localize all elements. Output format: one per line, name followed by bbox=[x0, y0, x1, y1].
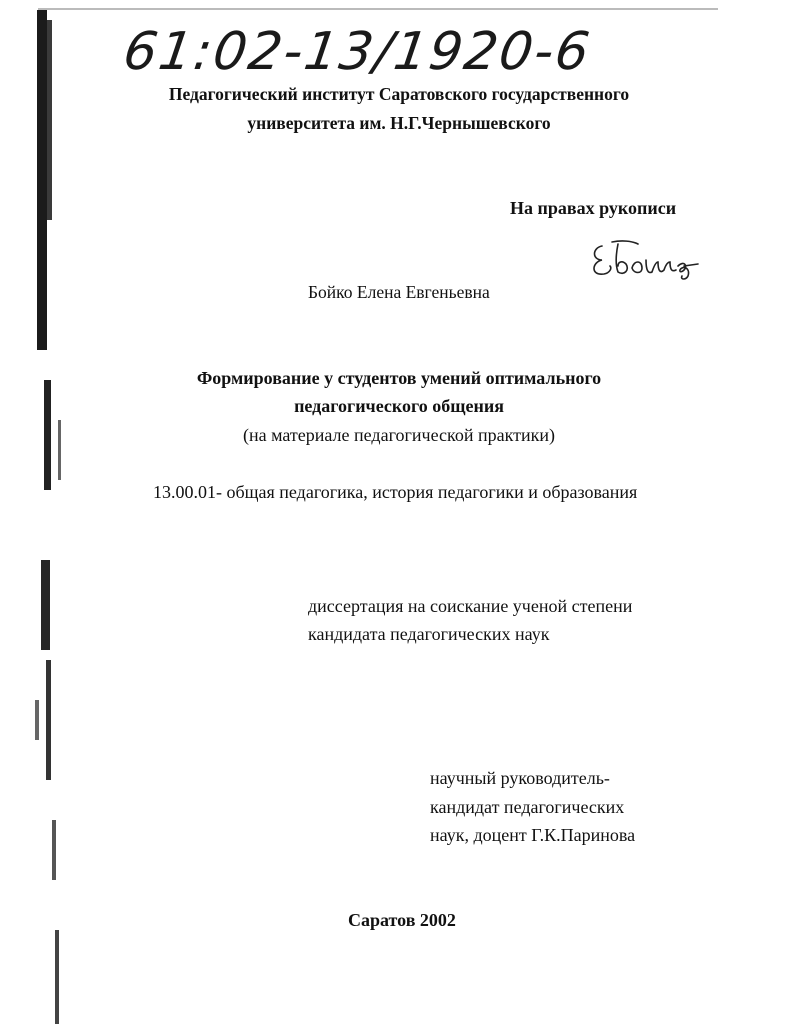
author-name: Бойко Елена Евгеньевна bbox=[308, 282, 490, 302]
specialty-code: 13.00.01- общая педагогика, история педагогики и образования bbox=[153, 482, 638, 502]
degree-line-1: диссертация на соискание ученой степени bbox=[308, 596, 633, 616]
top-scan-line bbox=[38, 8, 718, 10]
degree-line-2: кандидата педагогических наук bbox=[308, 624, 550, 644]
institution-line-2: университета им. Н.Г.Чернышевского bbox=[247, 113, 551, 133]
scan-edge-artifact bbox=[0, 0, 80, 1024]
inventory-number: 61:02-13/1920-6 bbox=[119, 22, 595, 82]
title-line-1: Формирование у студентов умений оптимального bbox=[196, 368, 602, 388]
title-subtitle: (на материале педагогической практики) bbox=[243, 425, 555, 445]
city-year: Саратов 2002 bbox=[348, 910, 456, 930]
supervisor-line-3: наук, доцент Г.К.Паринова bbox=[430, 825, 636, 845]
institution-line-1: Педагогический институт Саратовского государственного bbox=[168, 84, 630, 104]
supervisor-line-2: кандидат педагогических bbox=[430, 797, 625, 817]
manuscript-rights: На правах рукописи bbox=[510, 198, 677, 218]
supervisor-line-1: научный руководитель- bbox=[430, 768, 610, 788]
author-signature bbox=[588, 236, 700, 282]
title-line-2: педагогического общения bbox=[294, 396, 504, 416]
